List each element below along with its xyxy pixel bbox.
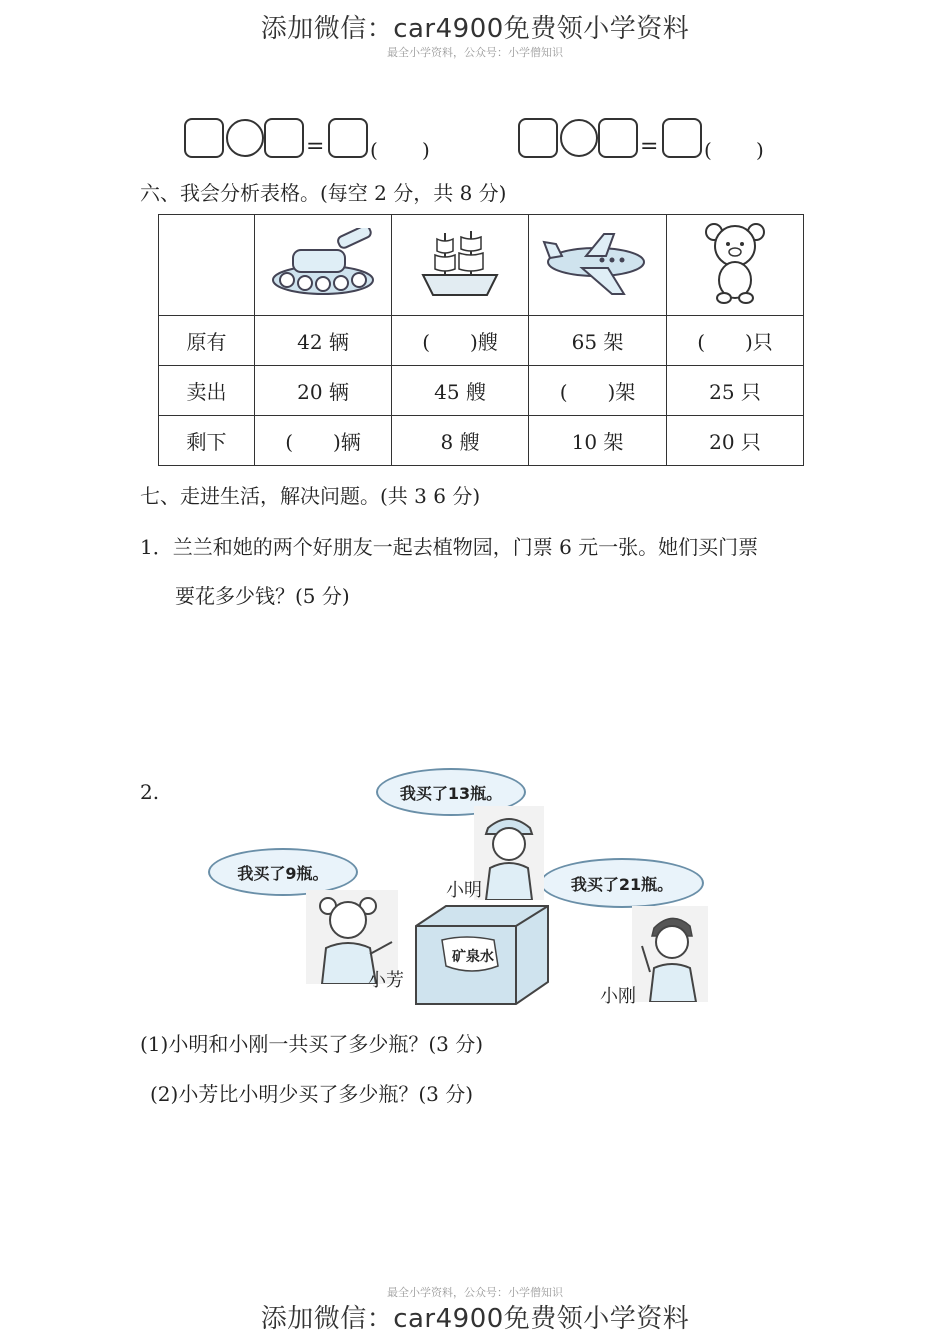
table-cell: 65 架: [529, 316, 667, 366]
table-cell: 20 只: [667, 416, 804, 466]
close-paren: ): [422, 138, 430, 162]
answer-box[interactable]: [662, 118, 702, 158]
open-paren: (: [704, 138, 712, 162]
speech-bubble-xiaoming: 我买了13瓶。: [376, 768, 526, 816]
table-row: [159, 316, 804, 366]
name-xiaogang: 小刚: [600, 986, 636, 1007]
table-cell-blank[interactable]: ( )辆: [255, 416, 392, 466]
question2-number: 2.: [140, 780, 160, 804]
table-cell: 8 艘: [392, 416, 529, 466]
answer-box[interactable]: [264, 118, 304, 158]
answer-box[interactable]: [328, 118, 368, 158]
footer-watermark: 添加微信：car4900免费领小学资料: [260, 1304, 690, 1334]
speech-bubble-xiaogang: 我买了21瓶。: [540, 858, 704, 908]
name-xiaofang: 小芳: [368, 970, 404, 991]
question1-line1: 1．兰兰和她的两个好朋友一起去植物园，门票 6 元一张。她们买门票: [140, 535, 759, 559]
speech-bubble-xiaofang: 我买了9瓶。: [208, 848, 358, 896]
table-cell: 20 辆: [255, 366, 392, 416]
answer-box[interactable]: [518, 118, 558, 158]
teddy-bear-icon: [700, 220, 770, 306]
row-label: 剩下: [159, 416, 255, 466]
header-watermark: 添加微信：car4900免费领小学资料: [260, 14, 690, 44]
row-label: 原有: [159, 316, 255, 366]
question1-line2: 要花多少钱？(5 分): [175, 584, 350, 608]
plane-cell: [529, 215, 667, 316]
section6-title: 六、我会分析表格。(每空 2 分，共 8 分): [140, 181, 507, 205]
operator-circle[interactable]: [226, 119, 264, 157]
row-label: 卖出: [159, 366, 255, 416]
answer-box[interactable]: [184, 118, 224, 158]
open-paren: (: [370, 138, 378, 162]
answer-box[interactable]: [598, 118, 638, 158]
question2-sub1: (1)小明和小刚一共买了多少瓶？(3 分): [140, 1032, 484, 1056]
ship-cell: [392, 215, 529, 316]
sailing-ship-icon: [415, 223, 505, 303]
table-cell: 42 辆: [255, 316, 392, 366]
table-cell-blank[interactable]: ( )艘: [392, 316, 529, 366]
operator-circle[interactable]: [560, 119, 598, 157]
name-xiaoming: 小明: [446, 880, 482, 901]
table-cell: 10 架: [529, 416, 667, 466]
close-paren: ): [756, 138, 764, 162]
equals-sign: =: [306, 134, 325, 159]
question2-sub2: (2)小芳比小明少买了多少瓶？(3 分): [150, 1082, 474, 1106]
boy-xiaoming-figure: [474, 806, 544, 900]
tank-toy-icon: [267, 228, 379, 298]
boy-xiaogang-figure: [632, 906, 708, 1002]
bear-cell: [667, 215, 804, 316]
equals-sign: =: [640, 134, 659, 159]
box-label: 矿泉水: [452, 949, 494, 965]
table-cell: 25 只: [667, 366, 804, 416]
tank-cell: [255, 215, 392, 316]
table-cell-blank[interactable]: ( )只: [667, 316, 804, 366]
corner-cell: [159, 215, 255, 316]
section7-title: 七、走进生活，解决问题。(共 3 6 分): [140, 484, 481, 508]
inventory-table: [158, 214, 804, 466]
table-cell-blank[interactable]: ( )架: [529, 366, 667, 416]
table-row: [159, 416, 804, 466]
table-cell: 45 艘: [392, 366, 529, 416]
footer-faint-line: 最全小学资料，公众号：小学僧知识: [387, 1286, 563, 1299]
airplane-icon: [542, 228, 654, 298]
table-row: [159, 366, 804, 416]
header-faint-line: 最全小学资料，公众号：小学僧知识: [387, 46, 563, 59]
